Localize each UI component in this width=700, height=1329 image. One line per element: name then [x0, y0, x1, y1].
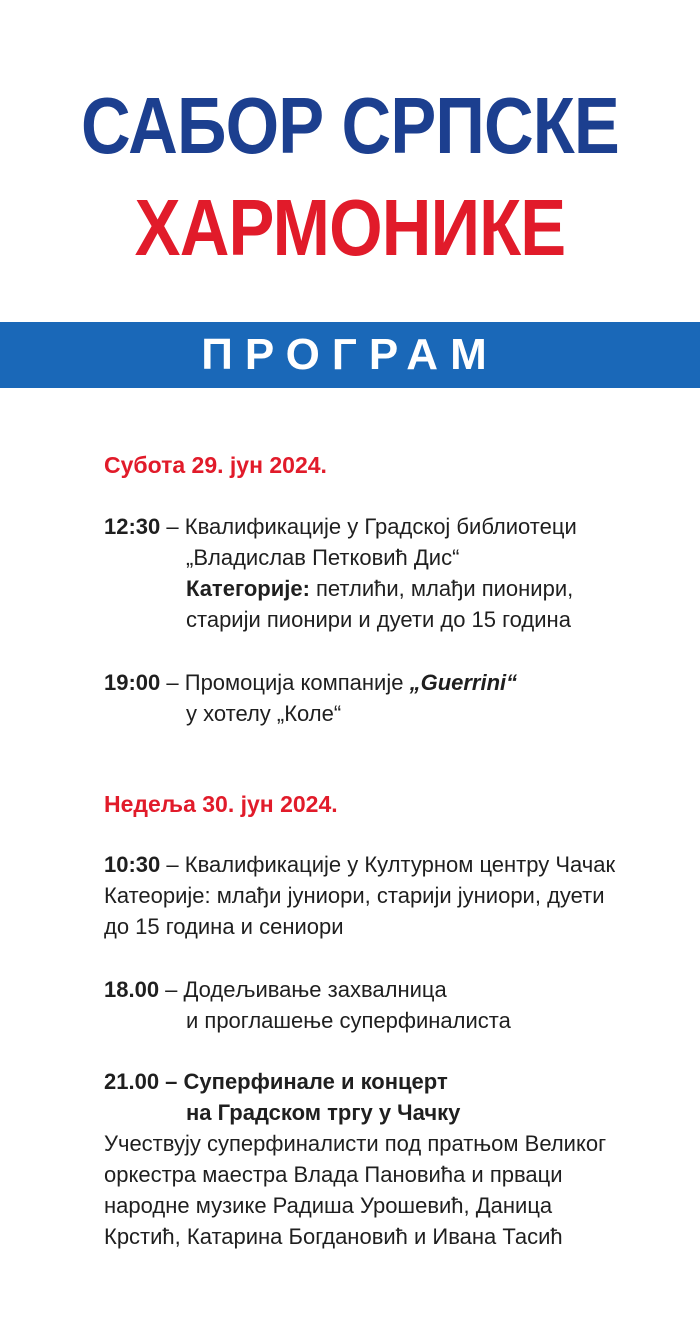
event-1800-line1 [104, 975, 447, 1005]
program-band-label: ПРОГРАМ [201, 330, 499, 379]
event-2100-desc-4: Крстић, Катарина Богдановић и Ивана Тасић [104, 1224, 563, 1249]
event-time: 18.00 [104, 977, 160, 1002]
categories-label: Категорије: [186, 576, 310, 601]
event-dash: – [160, 670, 185, 695]
event-time: 19:00 [104, 670, 161, 695]
title-line-2: ХАРМОНИКЕ [134, 183, 566, 272]
event-dash: – [159, 977, 184, 1002]
event-2100-desc-1: Учествују суперфиналисти под пратњом Великог [104, 1131, 607, 1156]
event-1230-categories [186, 574, 573, 604]
event-2100-line1 [104, 1067, 448, 1097]
event-2100-desc-2: оркестра маестра Влада Пановића и прваци [104, 1162, 563, 1187]
day-heading-saturday: Субота 29. јун 2024. [104, 452, 327, 478]
event-1030-line3: до 15 година и сениори [104, 914, 344, 939]
program-band [0, 322, 700, 388]
event-1230-line2: „Владислав Петковић Дис“ [186, 545, 460, 570]
event-time: 12:30 [104, 514, 161, 539]
event-description: Квалификације у Градској библиотеци [184, 514, 577, 539]
event-description: Квалификације у Културном центру Чачак [184, 852, 616, 877]
event-description: Суперфинале и концерт [183, 1069, 448, 1094]
event-dash: – [159, 1069, 184, 1094]
categories-text: петлићи, млађи пионири, [309, 576, 574, 601]
event-description: Додељивање захвалница [183, 977, 447, 1002]
event-1800-line2: и проглашење суперфиналиста [186, 1008, 511, 1033]
event-time: 10:30 [104, 852, 161, 877]
event-1230-line1 [104, 512, 577, 542]
event-dash: – [160, 514, 185, 539]
event-1900-line2: у хотелу „Коле“ [186, 701, 342, 726]
event-1030-line1 [104, 850, 615, 880]
event-1900-line1 [104, 668, 517, 698]
event-2100-line2: на Градском тргу у Чачку [186, 1100, 461, 1125]
brand-name: „Guerrini“ [409, 670, 518, 695]
day-heading-sunday: Недеља 30. јун 2024. [104, 791, 338, 817]
event-2100-desc-3: народне музике Радиша Урошевић, Даница [104, 1193, 553, 1218]
event-1230-line4: старији пионири и дуети до 15 година [186, 607, 571, 632]
title-line-1: САБОР СРПСКЕ [81, 81, 619, 170]
event-time: 21.00 [104, 1069, 160, 1094]
event-dash: – [160, 852, 185, 877]
event-description: Промоција компаније [184, 670, 410, 695]
event-1030-line2: Катеорије: млађи јуниори, старији јуниори, дуети [104, 883, 605, 908]
